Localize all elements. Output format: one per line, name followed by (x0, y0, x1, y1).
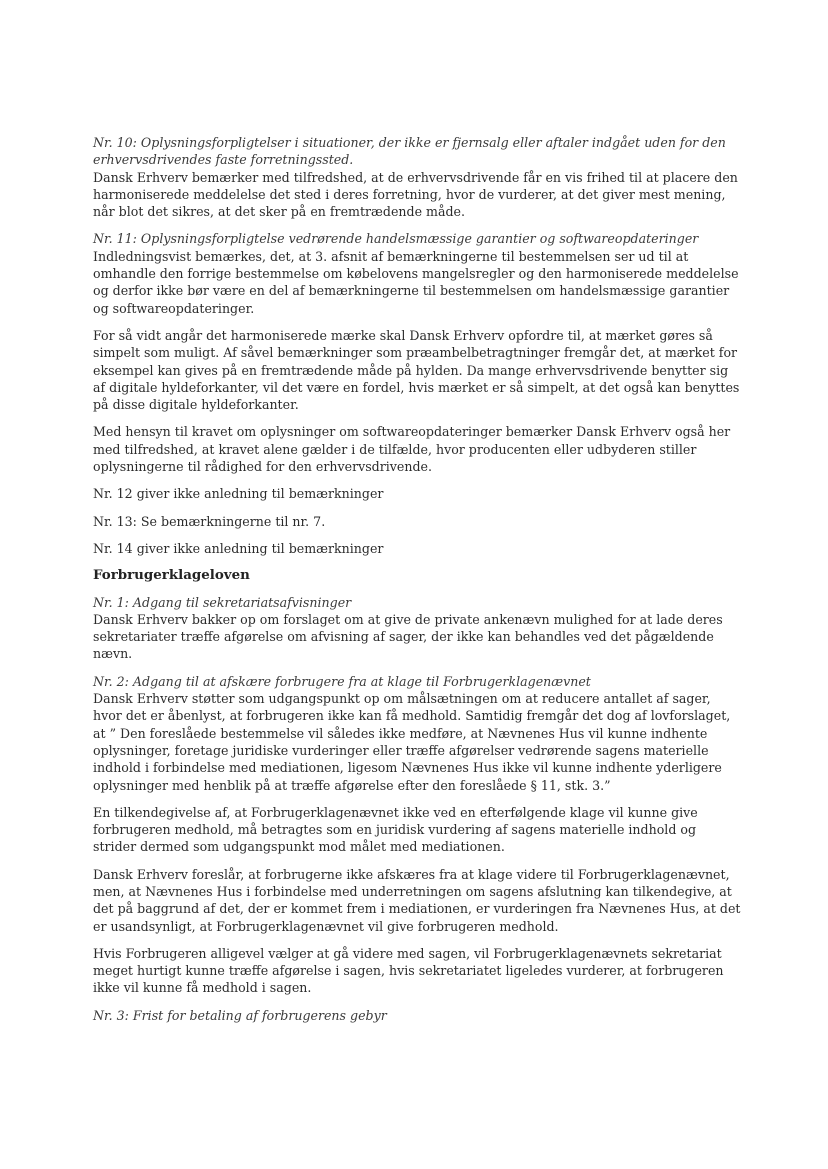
paragraph: Nr. 12 giver ikke anledning til bemærkninger (93, 486, 384, 502)
section-title: Nr. 11: Oplysningsforpligtelse vedrørende handelsmæssige garantier og softwareopdateringer (93, 231, 699, 247)
section-body: Dansk Erhverv bemærker med tilfredshed, at de erhvervsdrivende får en vis frihed til at placere den harmoniserede meddelelse det sted i deres forretning, hvor de vurderer, at det giver mest mening, når blot det sikres, at det sker på en fremtrædende måde. (93, 169, 738, 220)
paragraph: Nr. 14 giver ikke anledning til bemærkninger (93, 540, 384, 556)
paragraph: Dansk Erhverv foreslår, at forbrugerne ikke afskæres fra at klage videre til Forbrugerklagenævnet, men, at Nævnenes Hus i forbindelse med underretningen om sagens afslutning kan tilkendegive, at det på baggrund af det, der er kommet frem i mediationen, er vurderingen fra Nævnenes Hus, at det er usandsynligt, at Forbrugerklagenævnet vil give forbrugeren medhold. (93, 866, 741, 934)
section-body: Dansk Erhverv bakker op om forslaget om at give de private ankenævn mulighed for at lade deres sekretariater træffe afgørelse om afvisning af sager, der ikke kan behandles ved det pågældende nævn. (93, 611, 723, 662)
paragraph: Med hensyn til kravet om oplysninger om softwareopdateringer bemærker Dansk Erhverv også her med tilfredshed, at kravet alene gælder i de tilfælde, hvor producenten eller udbyderen stiller oplysningerne til rådighed for den erhvervsdrivende. (93, 424, 731, 475)
paragraph: En tilkendegivelse af, at Forbrugerklagenævnet ikke ved en efterfølgende klage vil kunne give forbrugeren medhold, må betragtes som en juridisk vurdering af sagens materielle indhold og strider dermed som udgangspunkt mod målet med mediationen. (93, 804, 698, 855)
paragraph: For så vidt angår det harmoniserede mærke skal Dansk Erhverv opfordre til, at mærket gøres så simpelt som muligt. Af såvel bemærkninger som præambelbetragtninger fremgår det, at mærket for eksempel kan gives på en fremtrædende måde på hylden. Da mange erhvervsdrivende benytter sig af digitale hyldeforkanter, vil det være en fordel, hvis mærket er så simpelt, at det også kan benyttes på disse digitale hyldeforkanter. (93, 327, 740, 413)
section-nr-1 (93, 594, 743, 663)
document-page (93, 134, 743, 1034)
section-title: Nr. 10: Oplysningsforpligtelser i situationer, der ikke er fjernsalg eller aftaler indgået uden for den erhvervsdrivendes faste forretningssted. (93, 135, 726, 168)
section-body: Dansk Erhverv støtter som udgangspunkt op om målsætningen om at reducere antallet af sager, hvor det er åbenlyst, at forbrugeren ikke kan få medhold. Samtidig fremgår det dog af lovforslaget, at ” Den foreslåede bestemmelse vil således ikke medføre, at Nævnenes Hus vil kunne indhente oplysninger, foretage juridiske vurderinger eller træffe afgørelser vedrørende sagens materielle indhold i forbindelse med mediationen, ligesom Nævnenes Hus ikke vil kunne indhente yderligere oplysninger med henblik på at træffe afgørelse efter den foreslåede § 11, stk. 3.” (93, 691, 731, 793)
paragraph: Nr. 13: Se bemærkningerne til nr. 7. (93, 513, 326, 529)
section-body: Indledningsvist bemærkes, det, at 3. afsnit af bemærkningerne til bestemmelsen ser ud til at omhandle den forrige bestemmelse om købelovens mangelsregler og den harmoniserede meddelelse og derfor ikke bør være en del af bemærkningerne til bestemmelsen om handelsmæssige garantier og softwareopdateringer. (93, 248, 739, 316)
section-title: Nr. 3: Frist for betaling af forbrugerens gebyr (93, 1007, 387, 1023)
section-nr-11 (93, 230, 743, 316)
paragraph: Hvis Forbrugeren alligevel vælger at gå videre med sagen, vil Forbrugerklagenævnets sekretariat meget hurtigt kunne træffe afgørelse i sagen, hvis sekretariatet ligeledes vurderer, at forbrugeren ikke vil kunne få medhold i sagen. (93, 945, 724, 996)
section-nr-2 (93, 673, 743, 794)
section-nr-10 (93, 134, 743, 220)
section-title: Nr. 1: Adgang til sekretariatsafvisninger (93, 594, 352, 610)
section-heading: Forbrugerklageloven (93, 567, 250, 584)
section-title: Nr. 2: Adgang til at afskære forbrugere fra at klage til Forbrugerklagenævnet (93, 673, 591, 689)
